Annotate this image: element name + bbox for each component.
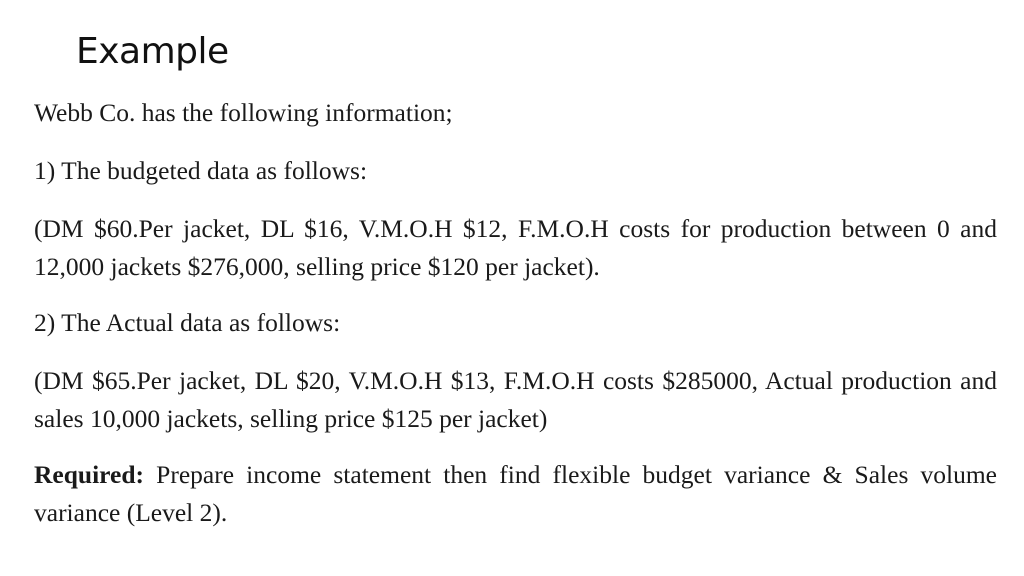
intro-text: Webb Co. has the following information; [34,98,453,127]
budget-details: (DM $60.Per jacket, DL $16, V.M.O.H $12, F.M.O.H costs for production between 0 and 12,000 jackets $276,000, selling price $120 per jacket). [34,214,997,281]
required-paragraph [34,456,997,532]
required-text: Prepare income statement then find flexible budget variance & Sales volume variance (Level 2). [34,460,997,527]
budget-heading: 1) The budgeted data as follows: [34,156,368,185]
slide-title: Example [76,31,229,72]
actual-heading: 2) The Actual data as follows: [34,308,341,337]
actual-details: (DM $65.Per jacket, DL $20, V.M.O.H $13, F.M.O.H costs $285000, Actual production and sales 10,000 jackets, selling price $125 per jacket) [34,366,997,433]
required-label: Required: [34,460,145,489]
slide-body [34,94,997,550]
